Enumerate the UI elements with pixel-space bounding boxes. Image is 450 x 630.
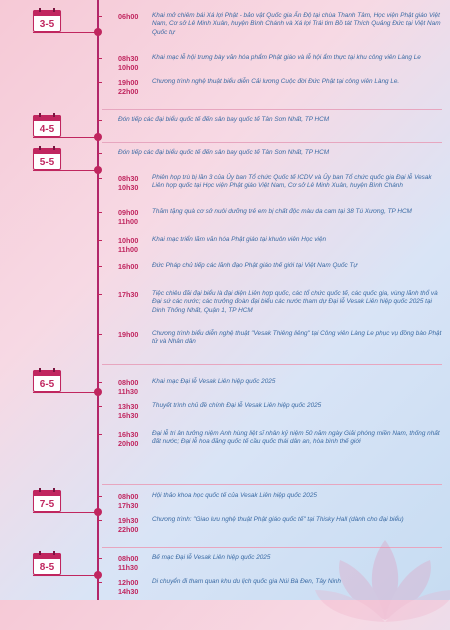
event-description: Phiên họp trù bị lần 3 của Ủy ban Tổ chức Quốc tế ICDV và Ủy ban Tổ chức quốc gia Đại lễ Vesak Liên hợp quốc tại Học viện Phật giáo Việt Nam, Cơ sở Lê Minh Xuân, huyện Bình Chánh bbox=[152, 174, 432, 190]
date-label: 4-5 bbox=[39, 124, 55, 135]
event-description: Đại lễ tri ân tưởng niệm Anh hùng liệt sĩ nhân kỷ niệm 50 năm ngày Giải phóng miền Nam, thống nhất đất nước; Đại lễ hoa đăng quốc tế cầu quốc thái dân an, hòa bình thế giới bbox=[152, 430, 440, 446]
event-tick bbox=[97, 406, 102, 407]
date-calendar-icon bbox=[33, 490, 61, 512]
event-end-time: 22h00 bbox=[118, 87, 139, 96]
event-tick bbox=[97, 266, 102, 267]
event-start-time: 08h00 bbox=[118, 492, 139, 501]
date-underline bbox=[33, 32, 97, 33]
day-separator bbox=[102, 142, 442, 143]
event-description: Đức Pháp chủ tiếp các lãnh đạo Phật giáo thế giới tại Việt Nam Quốc Tự bbox=[152, 262, 358, 269]
date-calendar-icon bbox=[33, 10, 61, 32]
event-tick bbox=[97, 496, 102, 497]
event-description: Chương trình: "Giao lưu nghệ thuật Phật giáo quốc tế" tại Thisky Hall (dành cho đại biểu) bbox=[152, 516, 404, 523]
event-description: Khai mạc lễ hội trưng bày văn hóa phẩm Phật giáo và lễ hội ẩm thực tại khu công viên Làng Le bbox=[152, 54, 421, 61]
date-underline bbox=[33, 392, 97, 393]
event-end-time: 20h00 bbox=[118, 439, 139, 448]
lotus-decoration bbox=[310, 510, 450, 630]
event-description: Khai mạc triển lãm văn hóa Phật giáo tại khuôn viên Học viện bbox=[152, 236, 327, 243]
event-tick bbox=[97, 558, 102, 559]
event-description: Hội thảo khoa học quốc tế của Vesak Liên hiệp quốc 2025 bbox=[152, 492, 317, 499]
date-underline bbox=[33, 170, 97, 171]
event-tick bbox=[97, 120, 102, 121]
day-separator bbox=[102, 109, 442, 110]
event-description: Thuyết trình chủ đề chính Đại lễ Vesak Liên hiệp quốc 2025 bbox=[152, 402, 322, 409]
event-description: Đón tiếp các đại biểu quốc tế đến sân bay quốc tế Tân Sơn Nhất, TP HCM bbox=[118, 116, 330, 123]
event-description: Tiệc chiêu đãi đại biểu là đại diện Liên hợp quốc, các tổ chức quốc tế, các quốc gia, vùng lãnh thổ và Đại sứ các nước; các trưởng đoàn đại biểu các nước tham dự Đại lễ Vesak Liên hiệp quốc 2025 tại Dinh Thống Nhất, Quận 1, TP HCM bbox=[152, 290, 438, 314]
timeline-node bbox=[94, 508, 102, 516]
event-description: Di chuyển đi tham quan khu du lịch quốc gia Núi Bà Đen, Tây Ninh bbox=[152, 578, 341, 585]
event-tick bbox=[97, 582, 102, 583]
event-start-time: 13h30 bbox=[118, 402, 139, 411]
event-start-time: 08h00 bbox=[118, 554, 139, 563]
event-start-time: 19h00 bbox=[118, 78, 139, 87]
timeline-node bbox=[94, 571, 102, 579]
timeline-node bbox=[94, 166, 102, 174]
event-start-time: 19h30 bbox=[118, 516, 139, 525]
event-tick bbox=[97, 153, 102, 154]
date-underline bbox=[33, 512, 97, 513]
event-start-time: 10h00 bbox=[118, 236, 139, 245]
event-end-time: 10h30 bbox=[118, 183, 139, 192]
event-tick bbox=[97, 434, 102, 435]
date-underline bbox=[33, 137, 97, 138]
event-tick bbox=[97, 520, 102, 521]
event-start-time: 19h00 bbox=[118, 330, 139, 339]
event-tick bbox=[97, 240, 102, 241]
event-start-time: 16h30 bbox=[118, 430, 139, 439]
event-description: Khai mạc Đại lễ Vesak Liên hiệp quốc 2025 bbox=[152, 378, 276, 385]
timeline-node bbox=[94, 388, 102, 396]
event-tick bbox=[97, 382, 102, 383]
event-start-time: 12h00 bbox=[118, 578, 139, 587]
event-end-time: 11h00 bbox=[118, 217, 138, 226]
event-start-time: 08h30 bbox=[118, 54, 139, 63]
date-label: 3-5 bbox=[39, 19, 55, 30]
event-start-time: 08h30 bbox=[118, 174, 139, 183]
event-end-time: 14h30 bbox=[118, 587, 139, 596]
event-tick bbox=[97, 212, 102, 213]
event-tick bbox=[97, 294, 102, 295]
event-tick bbox=[97, 334, 102, 335]
event-end-time: 22h00 bbox=[118, 525, 139, 534]
date-label: 7-5 bbox=[39, 499, 55, 510]
event-description: Đón tiếp các đại biểu quốc tế đến sân bay quốc tế Tân Sơn Nhất, TP HCM bbox=[118, 149, 330, 156]
date-label: 8-5 bbox=[39, 562, 55, 573]
event-end-time: 11h30 bbox=[118, 563, 138, 572]
event-end-time: 16h30 bbox=[118, 411, 139, 420]
timeline-node bbox=[94, 133, 102, 141]
date-underline bbox=[33, 575, 97, 576]
event-tick bbox=[97, 82, 102, 83]
date-calendar-icon bbox=[33, 115, 61, 137]
event-start-time: 17h30 bbox=[118, 290, 139, 299]
event-end-time: 10h00 bbox=[118, 63, 139, 72]
event-start-time: 16h00 bbox=[118, 262, 139, 271]
event-end-time: 11h00 bbox=[118, 245, 138, 254]
event-description: Bế mạc Đại lễ Vesak Liên hiệp quốc 2025 bbox=[152, 554, 271, 561]
date-calendar-icon bbox=[33, 553, 61, 575]
event-tick bbox=[97, 16, 102, 17]
event-description: Khai mở chiêm bái Xá lợi Phật - bảo vật Quốc gia Ấn Độ tại chùa Thanh Tâm, Học viện Phật giáo Việt Nam, Cơ sở Lê Minh Xuân, huyện Bình Chánh và Xá lợi Trái tim Bồ tát Thích Quảng Đức tại Việt Nam Quốc tự bbox=[152, 12, 441, 36]
date-label: 5-5 bbox=[39, 157, 55, 168]
day-separator bbox=[102, 484, 442, 485]
day-separator bbox=[102, 364, 442, 365]
event-description: Chương trình nghệ thuật biểu diễn Cải lương Cuộc đời Đức Phật tại công viên Làng Le. bbox=[152, 78, 400, 85]
event-start-time: 06h00 bbox=[118, 12, 139, 21]
event-end-time: 17h30 bbox=[118, 501, 139, 510]
date-calendar-icon bbox=[33, 370, 61, 392]
event-end-time: 11h30 bbox=[118, 387, 138, 396]
event-start-time: 09h00 bbox=[118, 208, 139, 217]
event-tick bbox=[97, 178, 102, 179]
date-calendar-icon bbox=[33, 148, 61, 170]
date-label: 6-5 bbox=[39, 379, 55, 390]
event-description: Chương trình biểu diễn nghệ thuật "Vesak Thiêng liêng" tại Công viên Làng Le phục vụ đồng bào Phật tử và Nhân dân bbox=[152, 330, 442, 346]
event-start-time: 08h00 bbox=[118, 378, 139, 387]
timeline-node bbox=[94, 28, 102, 36]
event-tick bbox=[97, 58, 102, 59]
event-description: Thăm tặng quà cơ sở nuôi dưỡng trẻ em bị chất độc màu da cam tại 38 Tú Xương, TP HCM bbox=[152, 208, 412, 215]
